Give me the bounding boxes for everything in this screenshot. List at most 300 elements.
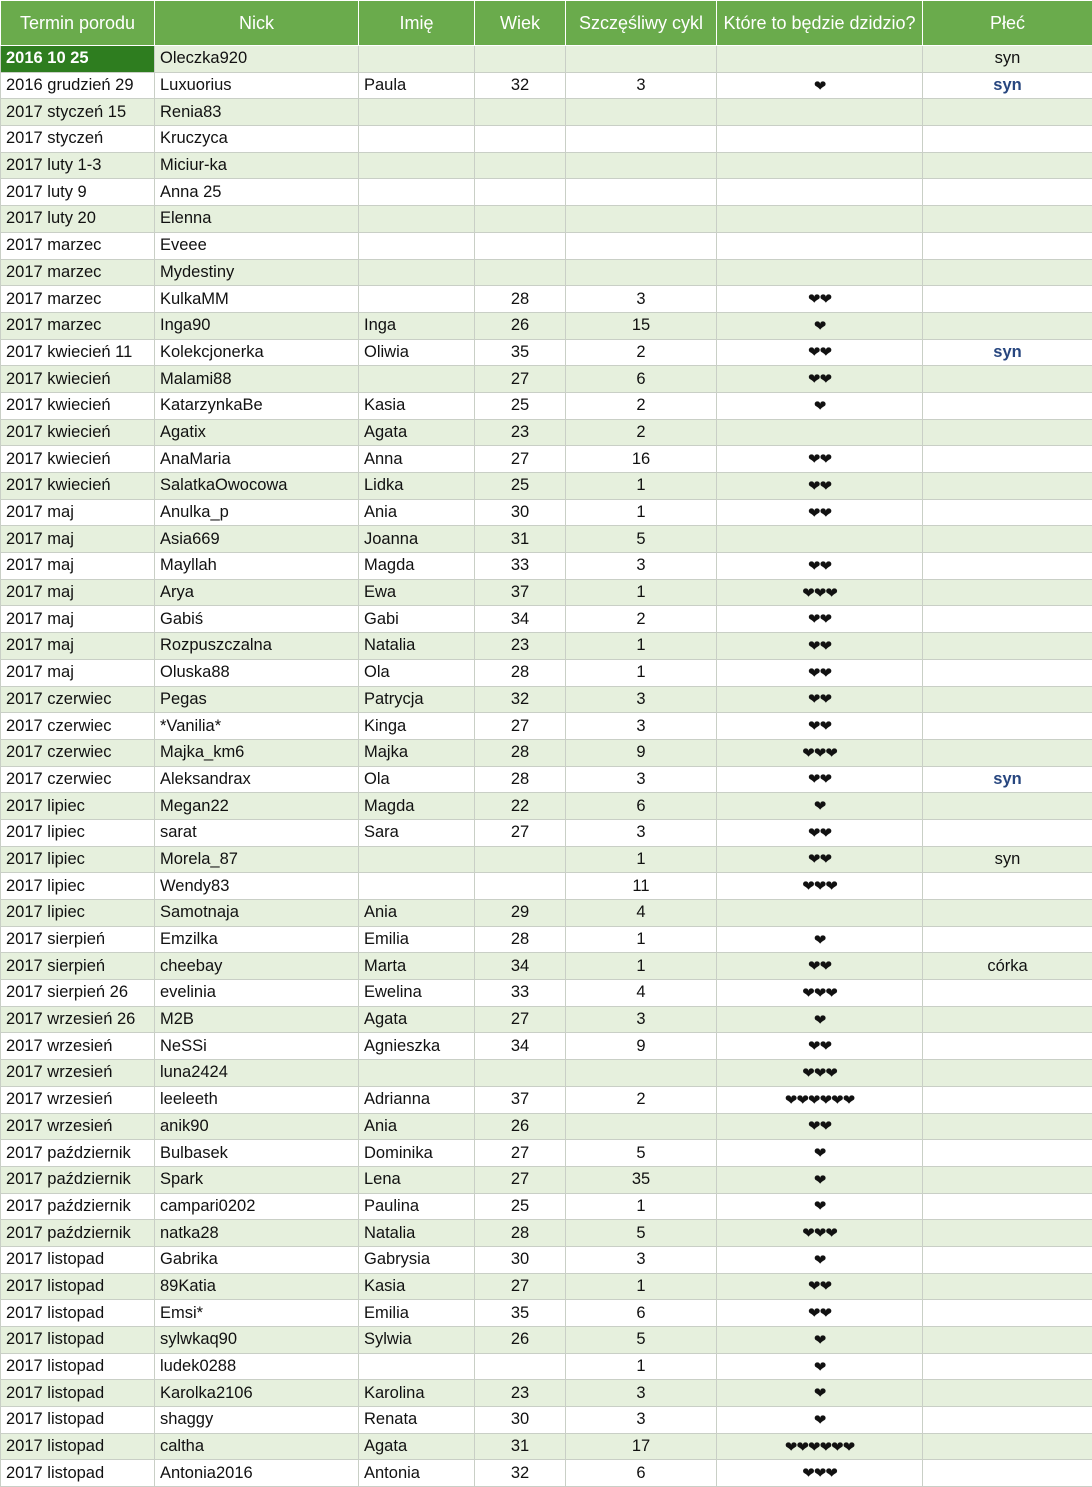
cell-name[interactable]: Emilia — [359, 926, 475, 953]
cell-lucky-cycle[interactable]: 6 — [566, 366, 717, 393]
cell-age[interactable] — [475, 179, 566, 206]
cell-sex[interactable] — [923, 392, 1092, 419]
cell-sex[interactable] — [923, 499, 1092, 526]
cell-due-date[interactable]: 2017 lipiec — [1, 819, 155, 846]
cell-age[interactable]: 27 — [475, 366, 566, 393]
cell-lucky-cycle[interactable]: 15 — [566, 312, 717, 339]
cell-hearts[interactable]: ❤ — [717, 72, 923, 99]
header-due-date[interactable]: Termin porodu — [1, 1, 155, 46]
cell-lucky-cycle[interactable] — [566, 232, 717, 259]
cell-nick[interactable]: Rozpuszczalna — [155, 633, 359, 660]
cell-due-date[interactable]: 2017 listopad — [1, 1246, 155, 1273]
cell-lucky-cycle[interactable]: 1 — [566, 473, 717, 500]
cell-nick[interactable]: Mayllah — [155, 553, 359, 580]
cell-due-date[interactable]: 2017 październik — [1, 1166, 155, 1193]
cell-age[interactable]: 27 — [475, 819, 566, 846]
cell-lucky-cycle[interactable] — [566, 152, 717, 179]
cell-hearts[interactable]: ❤ — [717, 1193, 923, 1220]
cell-sex[interactable] — [923, 1033, 1092, 1060]
cell-due-date[interactable]: 2017 maj — [1, 499, 155, 526]
cell-age[interactable]: 26 — [475, 312, 566, 339]
cell-hearts[interactable]: ❤❤ — [717, 659, 923, 686]
cell-due-date[interactable]: 2017 maj — [1, 659, 155, 686]
cell-nick[interactable]: AnaMaria — [155, 446, 359, 473]
cell-age[interactable]: 31 — [475, 526, 566, 553]
cell-due-date[interactable]: 2017 wrzesień — [1, 1113, 155, 1140]
cell-name[interactable]: Emilia — [359, 1300, 475, 1327]
cell-sex[interactable] — [923, 1300, 1092, 1327]
cell-nick[interactable]: Aleksandrax — [155, 766, 359, 793]
cell-lucky-cycle[interactable]: 5 — [566, 526, 717, 553]
cell-lucky-cycle[interactable]: 2 — [566, 606, 717, 633]
cell-age[interactable]: 30 — [475, 1407, 566, 1434]
cell-lucky-cycle[interactable]: 3 — [566, 1380, 717, 1407]
cell-due-date[interactable]: 2016 10 25 — [1, 46, 155, 73]
cell-age[interactable] — [475, 126, 566, 153]
cell-hearts[interactable]: ❤❤ — [717, 286, 923, 313]
header-nick[interactable]: Nick — [155, 1, 359, 46]
cell-age[interactable]: 26 — [475, 1327, 566, 1354]
cell-lucky-cycle[interactable]: 4 — [566, 980, 717, 1007]
cell-nick[interactable]: M2B — [155, 1006, 359, 1033]
cell-lucky-cycle[interactable] — [566, 46, 717, 73]
cell-lucky-cycle[interactable]: 1 — [566, 579, 717, 606]
cell-lucky-cycle[interactable]: 1 — [566, 926, 717, 953]
cell-lucky-cycle[interactable]: 9 — [566, 739, 717, 766]
cell-age[interactable]: 33 — [475, 553, 566, 580]
cell-name[interactable]: Ewelina — [359, 980, 475, 1007]
cell-sex[interactable] — [923, 633, 1092, 660]
cell-sex[interactable] — [923, 152, 1092, 179]
cell-nick[interactable]: Majka_km6 — [155, 739, 359, 766]
cell-hearts[interactable]: ❤ — [717, 926, 923, 953]
cell-sex[interactable] — [923, 926, 1092, 953]
cell-lucky-cycle[interactable]: 1 — [566, 953, 717, 980]
cell-sex[interactable] — [923, 1166, 1092, 1193]
cell-hearts[interactable]: ❤ — [717, 1246, 923, 1273]
cell-nick[interactable]: ludek0288 — [155, 1353, 359, 1380]
cell-sex[interactable] — [923, 1353, 1092, 1380]
cell-sex[interactable] — [923, 1086, 1092, 1113]
cell-lucky-cycle[interactable]: 3 — [566, 686, 717, 713]
cell-hearts[interactable] — [717, 152, 923, 179]
cell-name[interactable]: Adrianna — [359, 1086, 475, 1113]
cell-lucky-cycle[interactable]: 4 — [566, 900, 717, 927]
cell-nick[interactable]: Mydestiny — [155, 259, 359, 286]
cell-due-date[interactable]: 2017 marzec — [1, 259, 155, 286]
cell-nick[interactable]: Gabiś — [155, 606, 359, 633]
cell-age[interactable]: 27 — [475, 1166, 566, 1193]
cell-hearts[interactable]: ❤❤ — [717, 1033, 923, 1060]
cell-name[interactable] — [359, 179, 475, 206]
cell-name[interactable]: Antonia — [359, 1460, 475, 1487]
cell-sex[interactable] — [923, 793, 1092, 820]
cell-sex[interactable] — [923, 1433, 1092, 1460]
cell-age[interactable]: 23 — [475, 1380, 566, 1407]
cell-lucky-cycle[interactable] — [566, 99, 717, 126]
cell-lucky-cycle[interactable]: 3 — [566, 713, 717, 740]
cell-hearts[interactable]: ❤ — [717, 1327, 923, 1354]
cell-nick[interactable]: Pegas — [155, 686, 359, 713]
cell-nick[interactable]: SalatkaOwocowa — [155, 473, 359, 500]
cell-due-date[interactable]: 2017 lipiec — [1, 873, 155, 900]
cell-name[interactable] — [359, 366, 475, 393]
cell-hearts[interactable]: ❤❤❤ — [717, 1460, 923, 1487]
cell-age[interactable] — [475, 206, 566, 233]
cell-nick[interactable]: Oluska88 — [155, 659, 359, 686]
cell-sex[interactable] — [923, 980, 1092, 1007]
cell-lucky-cycle[interactable]: 6 — [566, 1460, 717, 1487]
cell-lucky-cycle[interactable] — [566, 1113, 717, 1140]
cell-hearts[interactable]: ❤❤❤ — [717, 1220, 923, 1247]
cell-sex[interactable] — [923, 1140, 1092, 1167]
cell-hearts[interactable] — [717, 232, 923, 259]
cell-hearts[interactable]: ❤❤❤❤❤❤ — [717, 1433, 923, 1460]
cell-age[interactable]: 37 — [475, 1086, 566, 1113]
cell-hearts[interactable]: ❤❤❤ — [717, 873, 923, 900]
cell-sex[interactable] — [923, 473, 1092, 500]
cell-name[interactable]: Ola — [359, 766, 475, 793]
cell-age[interactable]: 34 — [475, 606, 566, 633]
cell-age[interactable]: 32 — [475, 1460, 566, 1487]
cell-name[interactable]: Ania — [359, 499, 475, 526]
cell-age[interactable]: 23 — [475, 419, 566, 446]
cell-due-date[interactable]: 2017 maj — [1, 606, 155, 633]
cell-sex[interactable] — [923, 1006, 1092, 1033]
cell-sex[interactable] — [923, 579, 1092, 606]
cell-nick[interactable]: KulkaMM — [155, 286, 359, 313]
cell-age[interactable]: 32 — [475, 686, 566, 713]
cell-due-date[interactable]: 2017 maj — [1, 526, 155, 553]
cell-lucky-cycle[interactable]: 3 — [566, 819, 717, 846]
cell-hearts[interactable]: ❤❤ — [717, 473, 923, 500]
cell-lucky-cycle[interactable]: 3 — [566, 1407, 717, 1434]
cell-lucky-cycle[interactable]: 6 — [566, 1300, 717, 1327]
cell-name[interactable]: Majka — [359, 739, 475, 766]
cell-nick[interactable]: Anulka_p — [155, 499, 359, 526]
cell-lucky-cycle[interactable]: 1 — [566, 1193, 717, 1220]
cell-due-date[interactable]: 2017 lipiec — [1, 793, 155, 820]
cell-name[interactable]: Karolina — [359, 1380, 475, 1407]
cell-lucky-cycle[interactable]: 2 — [566, 1086, 717, 1113]
cell-sex[interactable] — [923, 526, 1092, 553]
cell-due-date[interactable]: 2017 listopad — [1, 1273, 155, 1300]
cell-sex[interactable] — [923, 99, 1092, 126]
cell-sex[interactable] — [923, 259, 1092, 286]
header-lucky-cycle[interactable]: Szczęśliwy cykl — [566, 1, 717, 46]
cell-age[interactable]: 28 — [475, 926, 566, 953]
cell-nick[interactable]: Anna 25 — [155, 179, 359, 206]
cell-name[interactable] — [359, 206, 475, 233]
cell-sex[interactable]: syn — [923, 339, 1092, 366]
cell-hearts[interactable]: ❤❤❤❤❤❤ — [717, 1086, 923, 1113]
cell-hearts[interactable]: ❤❤ — [717, 953, 923, 980]
cell-due-date[interactable]: 2017 sierpień 26 — [1, 980, 155, 1007]
cell-hearts[interactable]: ❤ — [717, 1407, 923, 1434]
cell-name[interactable]: Marta — [359, 953, 475, 980]
cell-sex[interactable] — [923, 1246, 1092, 1273]
cell-name[interactable] — [359, 99, 475, 126]
cell-hearts[interactable]: ❤ — [717, 392, 923, 419]
cell-nick[interactable]: Eveee — [155, 232, 359, 259]
cell-name[interactable]: Agata — [359, 1433, 475, 1460]
cell-sex[interactable] — [923, 739, 1092, 766]
cell-due-date[interactable]: 2017 październik — [1, 1140, 155, 1167]
cell-lucky-cycle[interactable]: 1 — [566, 1353, 717, 1380]
cell-age[interactable]: 33 — [475, 980, 566, 1007]
cell-sex[interactable] — [923, 419, 1092, 446]
cell-name[interactable] — [359, 873, 475, 900]
cell-due-date[interactable]: 2017 czerwiec — [1, 739, 155, 766]
cell-nick[interactable]: evelinia — [155, 980, 359, 1007]
cell-hearts[interactable]: ❤❤ — [717, 366, 923, 393]
cell-hearts[interactable]: ❤❤ — [717, 1273, 923, 1300]
cell-due-date[interactable]: 2017 maj — [1, 553, 155, 580]
cell-due-date[interactable]: 2017 marzec — [1, 286, 155, 313]
cell-hearts[interactable] — [717, 126, 923, 153]
cell-hearts[interactable] — [717, 526, 923, 553]
cell-nick[interactable]: natka28 — [155, 1220, 359, 1247]
cell-nick[interactable]: Antonia2016 — [155, 1460, 359, 1487]
cell-name[interactable]: Patrycja — [359, 686, 475, 713]
cell-nick[interactable]: shaggy — [155, 1407, 359, 1434]
cell-hearts[interactable]: ❤❤ — [717, 553, 923, 580]
cell-sex[interactable] — [923, 232, 1092, 259]
cell-nick[interactable]: Inga90 — [155, 312, 359, 339]
cell-sex[interactable] — [923, 1220, 1092, 1247]
cell-hearts[interactable]: ❤❤ — [717, 766, 923, 793]
header-age[interactable]: Wiek — [475, 1, 566, 46]
cell-age[interactable]: 29 — [475, 900, 566, 927]
cell-hearts[interactable] — [717, 900, 923, 927]
cell-age[interactable]: 31 — [475, 1433, 566, 1460]
cell-name[interactable]: Agnieszka — [359, 1033, 475, 1060]
cell-name[interactable] — [359, 232, 475, 259]
cell-lucky-cycle[interactable] — [566, 259, 717, 286]
cell-lucky-cycle[interactable]: 2 — [566, 419, 717, 446]
cell-nick[interactable]: Luxuorius — [155, 72, 359, 99]
cell-lucky-cycle[interactable] — [566, 206, 717, 233]
cell-nick[interactable]: KatarzynkaBe — [155, 392, 359, 419]
cell-age[interactable]: 34 — [475, 1033, 566, 1060]
cell-nick[interactable]: Emsi* — [155, 1300, 359, 1327]
cell-age[interactable]: 27 — [475, 1273, 566, 1300]
cell-due-date[interactable]: 2017 kwiecień 11 — [1, 339, 155, 366]
cell-hearts[interactable] — [717, 206, 923, 233]
cell-name[interactable] — [359, 259, 475, 286]
cell-due-date[interactable]: 2017 listopad — [1, 1353, 155, 1380]
cell-sex[interactable] — [923, 312, 1092, 339]
cell-age[interactable]: 30 — [475, 1246, 566, 1273]
cell-sex[interactable] — [923, 1327, 1092, 1354]
cell-name[interactable] — [359, 846, 475, 873]
cell-sex[interactable] — [923, 1060, 1092, 1087]
cell-name[interactable]: Kinga — [359, 713, 475, 740]
cell-lucky-cycle[interactable]: 35 — [566, 1166, 717, 1193]
cell-sex[interactable]: syn — [923, 846, 1092, 873]
cell-due-date[interactable]: 2017 maj — [1, 579, 155, 606]
cell-sex[interactable] — [923, 659, 1092, 686]
cell-due-date[interactable]: 2017 kwiecień — [1, 419, 155, 446]
cell-due-date[interactable]: 2017 listopad — [1, 1407, 155, 1434]
cell-due-date[interactable]: 2017 wrzesień 26 — [1, 1006, 155, 1033]
cell-hearts[interactable] — [717, 46, 923, 73]
cell-sex[interactable] — [923, 126, 1092, 153]
header-sex[interactable]: Płeć — [923, 1, 1092, 46]
cell-sex[interactable] — [923, 1193, 1092, 1220]
cell-due-date[interactable]: 2017 luty 9 — [1, 179, 155, 206]
cell-sex[interactable]: córka — [923, 953, 1092, 980]
cell-age[interactable]: 25 — [475, 473, 566, 500]
cell-name[interactable]: Natalia — [359, 633, 475, 660]
cell-sex[interactable] — [923, 873, 1092, 900]
cell-due-date[interactable]: 2017 styczeń 15 — [1, 99, 155, 126]
cell-sex[interactable] — [923, 819, 1092, 846]
cell-age[interactable]: 37 — [475, 579, 566, 606]
cell-hearts[interactable]: ❤ — [717, 1006, 923, 1033]
cell-name[interactable]: Ania — [359, 900, 475, 927]
cell-lucky-cycle[interactable]: 1 — [566, 499, 717, 526]
cell-hearts[interactable]: ❤❤ — [717, 606, 923, 633]
cell-sex[interactable] — [923, 1113, 1092, 1140]
cell-due-date[interactable]: 2017 listopad — [1, 1300, 155, 1327]
cell-name[interactable]: Paulina — [359, 1193, 475, 1220]
cell-age[interactable] — [475, 1060, 566, 1087]
cell-lucky-cycle[interactable] — [566, 126, 717, 153]
cell-due-date[interactable]: 2017 lipiec — [1, 900, 155, 927]
cell-age[interactable] — [475, 259, 566, 286]
cell-due-date[interactable]: 2017 listopad — [1, 1327, 155, 1354]
cell-lucky-cycle[interactable]: 2 — [566, 392, 717, 419]
cell-hearts[interactable]: ❤ — [717, 793, 923, 820]
cell-lucky-cycle[interactable]: 16 — [566, 446, 717, 473]
cell-name[interactable]: Kasia — [359, 1273, 475, 1300]
cell-age[interactable]: 27 — [475, 1006, 566, 1033]
cell-hearts[interactable]: ❤❤ — [717, 1113, 923, 1140]
cell-due-date[interactable]: 2017 kwiecień — [1, 366, 155, 393]
cell-name[interactable]: Lena — [359, 1166, 475, 1193]
cell-age[interactable]: 27 — [475, 446, 566, 473]
cell-nick[interactable]: Wendy83 — [155, 873, 359, 900]
cell-name[interactable]: Ania — [359, 1113, 475, 1140]
cell-age[interactable]: 30 — [475, 499, 566, 526]
cell-name[interactable]: Lidka — [359, 473, 475, 500]
cell-sex[interactable] — [923, 206, 1092, 233]
cell-nick[interactable]: Karolka2106 — [155, 1380, 359, 1407]
cell-nick[interactable]: *Vanilia* — [155, 713, 359, 740]
cell-hearts[interactable] — [717, 259, 923, 286]
cell-age[interactable]: 28 — [475, 659, 566, 686]
cell-age[interactable] — [475, 99, 566, 126]
cell-name[interactable]: Kasia — [359, 392, 475, 419]
cell-hearts[interactable]: ❤ — [717, 1380, 923, 1407]
cell-due-date[interactable]: 2017 maj — [1, 633, 155, 660]
cell-lucky-cycle[interactable]: 9 — [566, 1033, 717, 1060]
cell-due-date[interactable]: 2017 marzec — [1, 312, 155, 339]
cell-due-date[interactable]: 2017 czerwiec — [1, 713, 155, 740]
cell-nick[interactable]: Miciur-ka — [155, 152, 359, 179]
cell-name[interactable]: Inga — [359, 312, 475, 339]
cell-lucky-cycle[interactable] — [566, 179, 717, 206]
cell-age[interactable]: 28 — [475, 1220, 566, 1247]
cell-sex[interactable] — [923, 446, 1092, 473]
cell-sex[interactable] — [923, 900, 1092, 927]
cell-age[interactable]: 26 — [475, 1113, 566, 1140]
cell-due-date[interactable]: 2017 czerwiec — [1, 686, 155, 713]
cell-nick[interactable]: Malami88 — [155, 366, 359, 393]
cell-due-date[interactable]: 2017 kwiecień — [1, 473, 155, 500]
cell-age[interactable] — [475, 1353, 566, 1380]
cell-nick[interactable]: Renia83 — [155, 99, 359, 126]
cell-nick[interactable]: caltha — [155, 1433, 359, 1460]
cell-nick[interactable]: Asia669 — [155, 526, 359, 553]
cell-age[interactable]: 34 — [475, 953, 566, 980]
cell-name[interactable] — [359, 1060, 475, 1087]
cell-due-date[interactable]: 2017 styczeń — [1, 126, 155, 153]
cell-name[interactable]: Joanna — [359, 526, 475, 553]
cell-age[interactable]: 32 — [475, 72, 566, 99]
cell-lucky-cycle[interactable]: 17 — [566, 1433, 717, 1460]
cell-lucky-cycle[interactable]: 6 — [566, 793, 717, 820]
cell-due-date[interactable]: 2017 luty 1-3 — [1, 152, 155, 179]
cell-name[interactable]: Natalia — [359, 1220, 475, 1247]
cell-due-date[interactable]: 2016 grudzień 29 — [1, 72, 155, 99]
cell-name[interactable]: Renata — [359, 1407, 475, 1434]
cell-lucky-cycle[interactable]: 1 — [566, 659, 717, 686]
cell-due-date[interactable]: 2017 listopad — [1, 1460, 155, 1487]
cell-sex[interactable] — [923, 366, 1092, 393]
cell-due-date[interactable]: 2017 wrzesień — [1, 1060, 155, 1087]
cell-sex[interactable] — [923, 1407, 1092, 1434]
cell-hearts[interactable]: ❤❤❤ — [717, 980, 923, 1007]
cell-name[interactable] — [359, 1353, 475, 1380]
cell-name[interactable]: Paula — [359, 72, 475, 99]
cell-nick[interactable]: Morela_87 — [155, 846, 359, 873]
cell-hearts[interactable] — [717, 179, 923, 206]
cell-nick[interactable]: Bulbasek — [155, 1140, 359, 1167]
cell-age[interactable]: 25 — [475, 1193, 566, 1220]
cell-hearts[interactable]: ❤❤❤ — [717, 1060, 923, 1087]
cell-hearts[interactable]: ❤❤ — [717, 446, 923, 473]
header-baby-number[interactable]: Które to będzie dzidzio? — [717, 1, 923, 46]
cell-lucky-cycle[interactable]: 3 — [566, 553, 717, 580]
cell-age[interactable]: 35 — [475, 339, 566, 366]
cell-age[interactable]: 28 — [475, 739, 566, 766]
cell-lucky-cycle[interactable]: 3 — [566, 286, 717, 313]
cell-due-date[interactable]: 2017 sierpień — [1, 953, 155, 980]
cell-nick[interactable]: Samotnaja — [155, 900, 359, 927]
cell-age[interactable] — [475, 152, 566, 179]
cell-sex[interactable] — [923, 606, 1092, 633]
cell-due-date[interactable]: 2017 listopad — [1, 1433, 155, 1460]
cell-lucky-cycle[interactable]: 2 — [566, 339, 717, 366]
cell-name[interactable]: Gabi — [359, 606, 475, 633]
cell-lucky-cycle[interactable]: 3 — [566, 72, 717, 99]
cell-due-date[interactable]: 2017 lipiec — [1, 846, 155, 873]
header-name[interactable]: Imię — [359, 1, 475, 46]
cell-sex[interactable]: syn — [923, 766, 1092, 793]
cell-due-date[interactable]: 2017 kwiecień — [1, 446, 155, 473]
cell-nick[interactable]: Arya — [155, 579, 359, 606]
cell-age[interactable] — [475, 873, 566, 900]
cell-hearts[interactable]: ❤❤ — [717, 846, 923, 873]
cell-name[interactable] — [359, 46, 475, 73]
cell-lucky-cycle[interactable]: 1 — [566, 1273, 717, 1300]
cell-hearts[interactable] — [717, 99, 923, 126]
cell-nick[interactable]: Kruczyca — [155, 126, 359, 153]
cell-sex[interactable] — [923, 553, 1092, 580]
cell-nick[interactable]: sylwkaq90 — [155, 1327, 359, 1354]
